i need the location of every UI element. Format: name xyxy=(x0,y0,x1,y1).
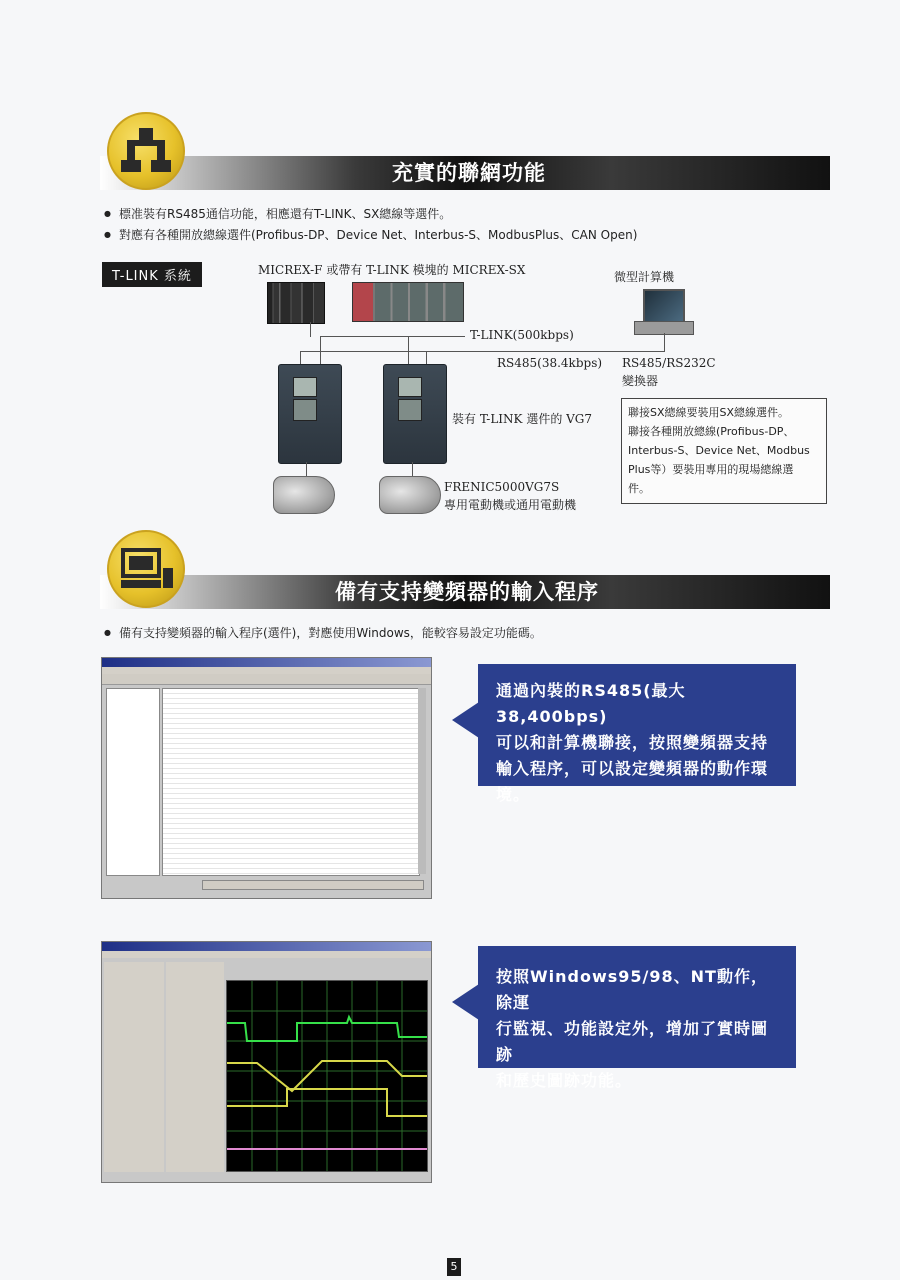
vg7a-tlink-drop xyxy=(320,336,321,365)
frenic-label-1: FRENIC5000VG7S xyxy=(444,480,560,494)
rs485-label: RS485(38.4kbps) xyxy=(497,356,603,370)
tlink-label: T-LINK(500kbps) xyxy=(470,328,574,342)
computer-badge-icon xyxy=(107,530,185,608)
function-table-pane xyxy=(162,688,420,876)
tlink-system-tag: T-LINK 系統 xyxy=(102,262,202,287)
network-badge-icon xyxy=(107,112,185,190)
callout1-line-4: 境。 xyxy=(496,785,531,804)
vg7-label: 裝有 T-LINK 選件的 VG7 xyxy=(452,412,593,426)
vg7b-rs485-drop xyxy=(426,351,427,365)
tree-pane xyxy=(106,688,160,876)
page-number: 5 xyxy=(447,1258,461,1276)
motor-line-1 xyxy=(306,462,307,476)
micrex-sx-plc-image xyxy=(352,282,464,322)
pc-drop-line xyxy=(664,333,665,352)
fieldbus-note-box xyxy=(621,398,827,504)
section1-title: 充實的聯網功能 xyxy=(392,161,546,185)
callout1-line-3: 輸入程序，可以設定變頻器的動作環 xyxy=(496,759,769,778)
motor-line-2 xyxy=(412,462,413,476)
plc-label: MICREX-F 或帶有 T-LINK 模塊的 MICREX-SX xyxy=(258,263,526,277)
tlink-bus-line xyxy=(320,336,465,337)
section1-bullet-2: ● 對應有各種開放總線選件(Profibus-DP、Device Net、Interbus-S、ModbusPlus、CAN Open) xyxy=(104,226,637,243)
callout2-line-2: 行監視、功能設定外，增加了實時圖跡 xyxy=(496,1019,769,1064)
plc-drop-line xyxy=(310,322,311,337)
converter-label-1: RS485/RS232C xyxy=(622,356,716,370)
micrex-f-plc-image xyxy=(267,282,325,324)
pc-label: 微型計算機 xyxy=(614,270,675,284)
note-line-3: Interbus-S、Device Net、Modbus xyxy=(628,444,810,457)
rs485-callout-box xyxy=(478,664,796,804)
section2-bullet-1: ● 備有支持變頻器的輸入程序(選件)，對應使用Windows，能較容易設定功能碼。 xyxy=(104,624,542,641)
function-code-editor-screenshot xyxy=(101,657,432,899)
section1-bullet-1: ● 標准裝有RS485通信功能，相應還有T-LINK、SX總線等選件。 xyxy=(104,205,451,222)
callout2-line-1: 按照Windows95/98、NT動作，除運 xyxy=(496,967,768,1012)
note-line-1: 聯接SX總線要裝用SX總線選件。 xyxy=(628,406,790,419)
windows-callout-box xyxy=(478,946,796,1090)
callout1-line-1: 通過內裝的RS485(最大38,400bps) xyxy=(496,681,686,726)
converter-label-2: 變換器 xyxy=(622,374,659,388)
note-line-2: 聯接各種開放總線(Profibus-DP、 xyxy=(628,425,795,438)
motor-image-2 xyxy=(379,476,441,514)
vg7a-drop-line xyxy=(300,351,301,365)
vg7-inverter-image-1 xyxy=(278,364,342,464)
vg7-inverter-image-2 xyxy=(383,364,447,464)
callout1-line-2: 可以和計算機聯接，按照變頻器支持 xyxy=(496,733,769,752)
callout2-line-3: 和歷史圖跡功能。 xyxy=(496,1071,633,1090)
note-line-5: 件。 xyxy=(628,482,650,495)
trace-scope-area xyxy=(226,980,428,1172)
vg7b-drop-line xyxy=(408,336,409,365)
note-line-4: Plus等）要裝用專用的現場總線選 xyxy=(628,463,794,476)
realtime-trace-screenshot xyxy=(101,941,432,1183)
motor-image-1 xyxy=(273,476,335,514)
rs485-bus-line xyxy=(300,351,665,352)
frenic-label-2: 專用電動機或通用電動機 xyxy=(444,498,577,512)
microcomputer-image xyxy=(643,289,685,323)
section2-title: 備有支持變頻器的輸入程序 xyxy=(335,580,599,604)
